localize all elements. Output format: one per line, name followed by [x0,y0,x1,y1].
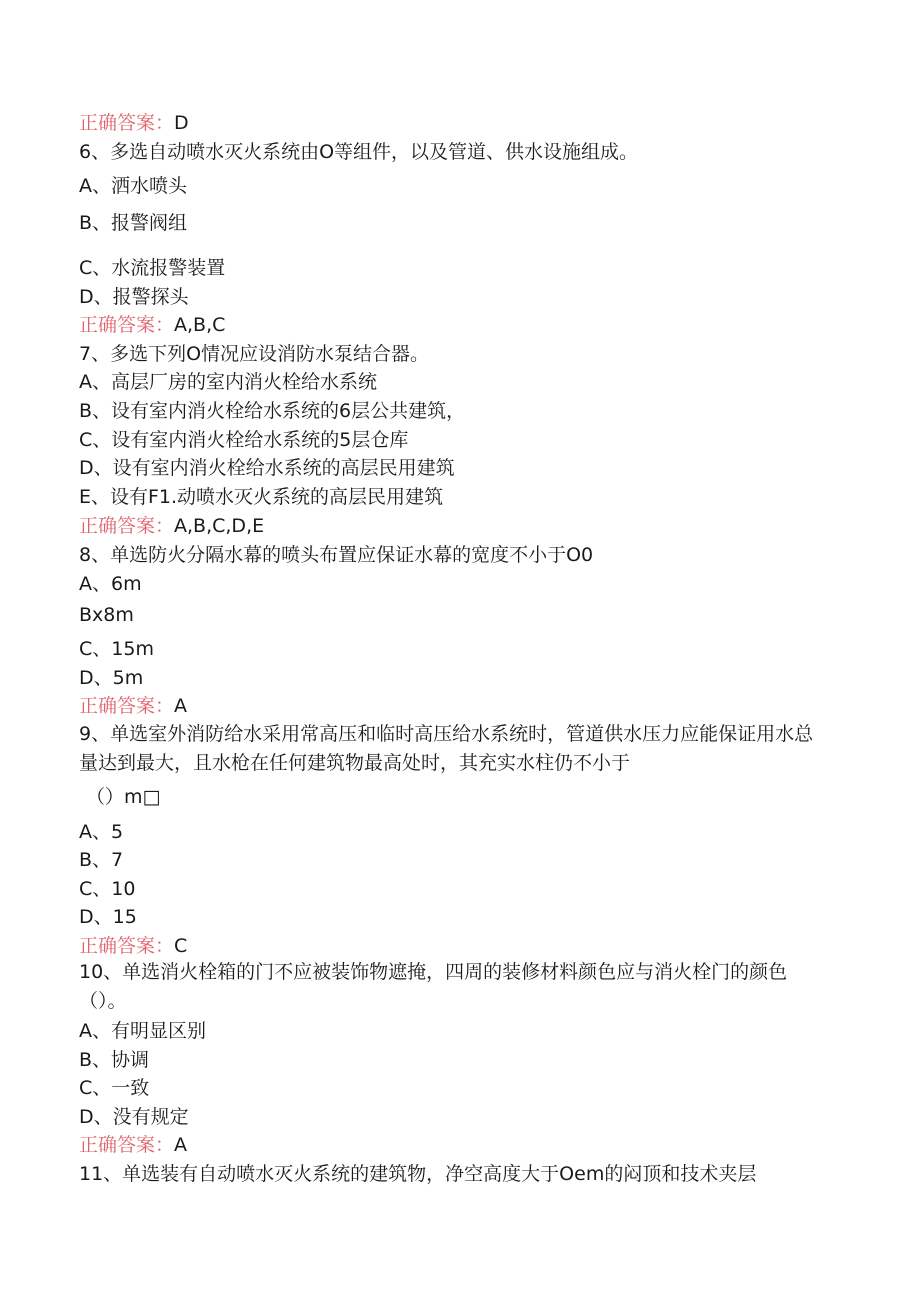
option-d: D、没有规定 [79,1106,189,1128]
question-stem: 7、多选下列O情况应设消防水泵结合器。 [79,343,430,365]
question-stem: 10、单选消火栓箱的门不应被装饰物遮掩，四周的装修材料颜色应与消火栓门的颜色（）。 [79,961,788,1012]
answer-line [79,313,225,337]
option-a: A、洒水喷头 [79,175,187,197]
option-d: D、5m [79,667,144,689]
question-stem: 9、单选室外消防给水采用常高压和临时高压给水系统时，管道供水压力应能保证用水总量达到最大，且水枪在任何建筑物最高处时，其充实水柱仍不小于 [79,723,814,774]
answer-line [79,694,187,718]
answer-line [79,1133,187,1157]
answer-value: C [174,935,188,957]
option-a: A、高层厂房的室内消火栓给水系统 [79,371,377,393]
option-b: Bx8m [79,604,134,626]
option-a: A、有明显区别 [79,1020,206,1042]
question-stem: 11、单选装有自动喷水灭火系统的建筑物，净空高度大于Oem的闷顶和技术夹层 [79,1163,757,1185]
answer-value: A [174,1134,188,1156]
option-d: D、设有室内消火栓给水系统的高层民用建筑 [79,457,455,479]
question-stem: 6、多选自动喷水灭火系统由O等组件，以及管道、供水设施组成。 [79,141,639,163]
answer-label: 正确答案： [79,695,175,717]
answer-line [79,934,187,958]
option-c: C、水流报警装置 [79,257,226,279]
option-a: A、5 [79,821,124,843]
question-stem-tail: （）m□ [86,786,161,808]
option-c: C、15m [79,638,154,660]
option-a: A、6m [79,573,142,595]
question-stem: 8、单选防火分隔水幕的喷头布置应保证水幕的宽度不小于O0 [79,544,594,566]
option-b: B、报警阀组 [79,212,188,234]
option-c: C、一致 [79,1077,150,1099]
option-c: C、设有室内消火栓给水系统的5层仓库 [79,429,409,451]
answer-value: A,B,C [174,314,226,336]
answer-value: A,B,C,D,E [174,515,265,537]
option-b: B、协调 [79,1049,150,1071]
answer-value: D [174,112,189,134]
answer-label: 正确答案： [79,515,175,537]
answer-label: 正确答案： [79,935,175,957]
option-e: E、设有F1.动喷水灭火系统的高层民用建筑 [79,486,444,508]
answer-label: 正确答案： [79,1134,175,1156]
option-d: D、报警探头 [79,286,189,308]
option-d: D、15 [79,906,137,928]
answer-label: 正确答案： [79,112,175,134]
answer-label: 正确答案： [79,314,175,336]
answer-value: A [174,695,188,717]
answer-line [79,111,189,135]
option-b: B、7 [79,849,124,871]
answer-line [79,514,264,538]
option-c: C、10 [79,878,136,900]
option-b: B、设有室内消火栓给水系统的6层公共建筑， [79,400,466,422]
